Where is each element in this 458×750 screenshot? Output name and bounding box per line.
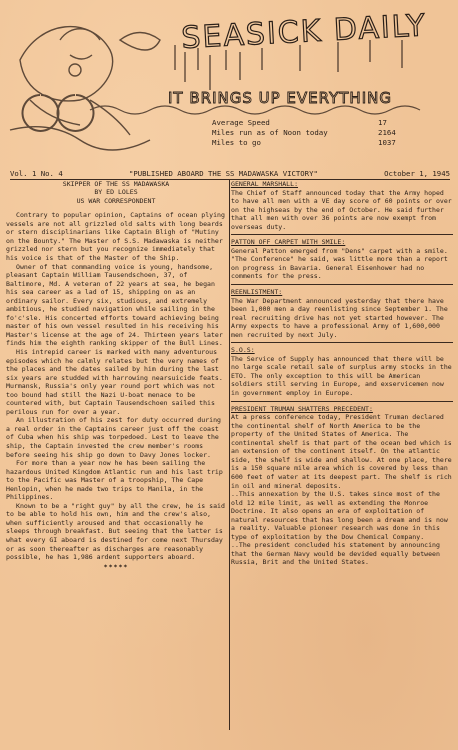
news-body-truman-3: ..The president concluded his statement by announcing that the German Navy would be devided equally between Russia, Brit and the United States. bbox=[231, 541, 440, 567]
right-column bbox=[231, 180, 453, 567]
article-end-mark: ***** bbox=[103, 562, 129, 571]
speed-row bbox=[212, 118, 412, 128]
speed-block bbox=[212, 118, 412, 148]
news-body-sos: The Service of Supply has announced that there will be no large scale retail sale of surplus army stocks in the ETO. The only exception to this will be American soldiers still serving in Europe, and exservicemen now in government employ in Europe. bbox=[231, 354, 452, 398]
headline-role: US WAR CORRESPONDENT bbox=[76, 196, 156, 205]
news-heading-truman: PRESIDENT TRUMAN SHATTERS PRECEDENT: bbox=[231, 404, 373, 413]
column-divider bbox=[229, 180, 230, 730]
article-paragraph: Contrary to popular opinion, Captains of ocean plying vessels are not all grizzled old salts with long beards or stern disciplinarians like Captain Bligh of "Mutiny on the Bounty." The Master of S.S. Madawaska is neither grizzled nor stern but you recognize immediately that his voice is that of the Master of the Ship. bbox=[6, 211, 225, 262]
speed-label: Average Speed bbox=[212, 118, 270, 127]
news-body-marshall: The Chief of Staff announced today that the Army hoped to have all men with a VE day score of 60 points or over on the highseas by the end of October. He said further that all men with over 36 points are now exempt from overseas duty. bbox=[231, 188, 452, 231]
article-paragraph: Known to be a "right guy" by all the crew, he is said to be able to hold his own, him and the crew's also, when sufficiently aroused and that occasionally he sleeps through breakfast. But seeing that the latter is what every GI aboard is destined for come next Thursday or as soon thereafter as discharges are reasonably possible, he has 1,986 ardent supporters aboard. bbox=[6, 501, 225, 562]
masthead bbox=[0, 0, 458, 165]
miles-to-go-label: Miles to go bbox=[212, 138, 261, 147]
issue-date: October 1, 1945 bbox=[384, 169, 450, 178]
volume-number: Vol. 1 No. 4 bbox=[10, 169, 63, 178]
left-column bbox=[6, 180, 226, 571]
news-body-reenlistment: The War Department announced yesterday that there have been 1,000 men a day reenlisting since September 1. The real recruiting drive has not yet started however. The Army expects to have a professional Army of 1,600,000 men recruited by next July. bbox=[231, 296, 448, 339]
divider bbox=[231, 401, 453, 402]
divider bbox=[231, 284, 453, 285]
dateline bbox=[10, 169, 450, 180]
miles-run-row bbox=[212, 128, 412, 138]
news-heading-sos: S.O.S: bbox=[231, 346, 255, 355]
miles-to-go-value: 1037 bbox=[378, 138, 396, 147]
article-paragraph: For more than a year now he has been sailing the hazardous United Kingdom Atlantic run and his last trip to the Pacific was Master of a troopship, The Cape Henlopin, when he made two trips to Manila, in the Philippines. bbox=[6, 459, 223, 502]
news-body-truman-2: ..This annexation by the U.S. takes since most of the old 12 mile limit, as well as extending the Monroe Doctrine. It also opens an era of exploitation of natural resources that has long been a dream and is now a reality. Valuable pioneer research was done in this type of exploitation by the Dow Chemical Company. bbox=[231, 490, 448, 541]
article-paragraph: His intrepid career is marked with many adventurous episodes which he calmly relates but the very names of the places and the dates sailed by him during the last six years are studded with harrowing nearsuicide feats. Murmansk, Russia's only year round port which was not too bound had still the Nazi U-boat menace to be countered with, but Captain Tausendschoen sailed this perilous run for over a year. bbox=[6, 347, 223, 416]
article-paragraph: Owner of that commanding voice is young, handsome, pleasant Captain William Tausendschoen, 37, of Baltimore, Md. A veteran of 22 years at sea, he began his sea career as a lad of 15, shipping on as an ordinary sailor. Every six, studious, and extremely ambitious, he studied navigation while sailing in the fo'c'sle. His concerted efforts toward achieving being master of his own vessel resulted in his receiving his Master's license at the age of 24. Thirteen years later finds him the eighth ranking skipper of the Bull Lines. bbox=[6, 262, 223, 348]
headline-title: SKIPPER OF THE SS MADAWASKA bbox=[62, 180, 170, 188]
news-heading-patton: PATTON OFF CARPET WITH SMILE: bbox=[231, 238, 346, 247]
masthead-slogan: IT BRINGS UP EVERYTHING bbox=[168, 89, 392, 107]
news-body-patton: General Patton emerged from "Dens" carpet with a smile. "The Conference" he said, was little more than a report on progress in Bavaria. General Eisenhower had no comments for the press. bbox=[231, 246, 448, 281]
speed-value: 17 bbox=[378, 118, 387, 127]
news-heading-marshall: GENERAL MARSHALL: bbox=[231, 180, 299, 188]
divider bbox=[231, 234, 453, 235]
headline-byline: BY ED LOLES bbox=[94, 188, 138, 197]
article-paragraph: An illustration of his zest for duty occurred during a real order in the Captains career just off the coast of Cuba when his ship was torpedoed. Lest to leave the ship, the Captain invested the crew member's rooms before seeing his ship go down to Davy Jones locker. bbox=[6, 416, 221, 459]
miles-run-label: Miles run as of Noon today bbox=[212, 128, 328, 137]
published-aboard: "PUBLISHED ABOARD THE SS MADAWASKA VICTORY" bbox=[128, 169, 318, 178]
miles-run-value: 2164 bbox=[378, 128, 396, 137]
masthead-title: SEASICK DAILY bbox=[180, 8, 428, 56]
miles-to-go-row bbox=[212, 138, 412, 148]
article-headline bbox=[6, 180, 226, 205]
news-body-truman: At a press conference today, President Truman declared the continental shelf of North America to be the property of the United States of America. The continental shelf is that part of the ocean bed which is an extension of the continent itself. On the atlantic side, the shelf is wide and shallow. At one place, there is a 150 square mile area which is covered by less than 600 feet of water at its deepest part. The shelf is rich in oil and mineral deposits. bbox=[231, 413, 452, 490]
news-heading-reenlistment: REENLISTMENT: bbox=[231, 288, 283, 297]
divider bbox=[231, 342, 453, 343]
